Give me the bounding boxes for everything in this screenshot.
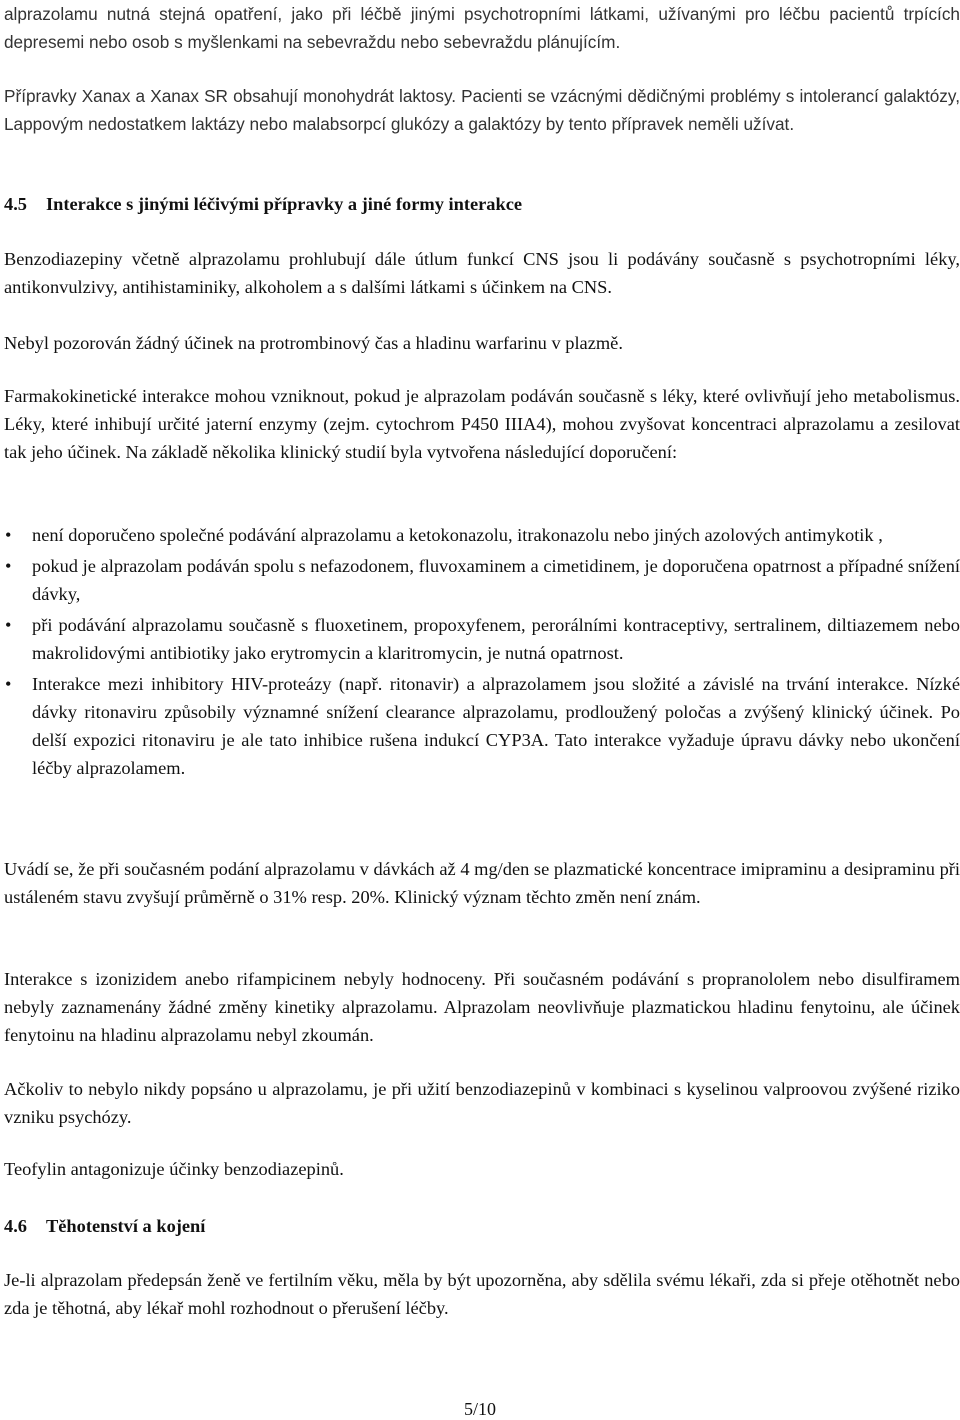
list-item xyxy=(4,670,960,783)
pharmacokinetics-paragraph: Farmakokinetické interakce mohou vzniknout, pokud je alprazolam podáván současně s léky, které ovlivňují jeho metabolismus. Léky, které inhibují určité jaterní enzymy (zejm. cytochrom P450 IIIA4), mohou zvyšovat koncentraci alprazolamu a zesilovat tak jeho účinek. Na základě několika klinický studií byla vytvořena následující doporučení: xyxy=(4,386,960,463)
list-item xyxy=(4,552,960,608)
valproate-paragraph: Ačkoliv to nebylo nikdy popsáno u alprazolamu, je při užití benzodiazepinů v kombinaci s kyselinou valproovou zvýšené riziko vzniku psychózy. xyxy=(4,1079,960,1128)
theophylline-paragraph: Teofylin antagonizuje účinky benzodiazepinů. xyxy=(4,1159,344,1179)
list-item-text: při podávání alprazolamu současně s fluoxetinem, propoxyfenem, perorálními kontraceptivy, sertralinem, diltiazemem nebo makrolidovými antibiotiky jako erytromycin a klaritromycin, je nutná opatrnost. xyxy=(32,614,960,663)
intro-paragraph: alprazolamu nutná stejná opatření, jako při léčbě jinými psychotropními látkami, užívanými pro léčbu pacientů trpících depresemi nebo osob s myšlenkami na sebevraždu nebo sebevraždu plánujícím. xyxy=(4,4,960,53)
bullet-icon: • xyxy=(5,673,12,694)
bullet-icon: • xyxy=(5,614,12,635)
list-item xyxy=(4,611,960,667)
imipramine-paragraph: Uvádí se, že při současném podání alprazolamu v dávkách až 4 mg/den se plazmatické koncentrace imipraminu a desipraminu při ustáleném stavu zvyšují průměrně o 31% resp. 20%. Klinický význam těchto změn není znám. xyxy=(4,859,960,908)
bullet-icon: • xyxy=(5,525,12,545)
section-4-6-heading xyxy=(4,1212,960,1240)
list-item-text: pokud je alprazolam podáván spolu s nefazodonem, fluvoxaminem a cimetidinem, je doporučena opatrnost a případné snížení dávky, xyxy=(32,555,960,604)
list-item-text: není doporučeno společné podávání alprazolamu a ketokonazolu, itrakonazolu nebo jiných azolových antimykotik , xyxy=(32,525,883,545)
page-number: 5/10 xyxy=(463,1399,496,1419)
warfarin-paragraph: Nebyl pozorován žádný účinek na protrombinový čas a hladinu warfarinu v plazmě. xyxy=(4,333,623,353)
pregnancy-paragraph: Je-li alprazolam předepsán ženě ve fertilním věku, měla by být upozorněna, aby sdělila svému lékaři, zda si přeje otěhotnět nebo zda je těhotná, aby lékař mohl rozhodnout o přerušení léčby. xyxy=(4,1270,960,1319)
section-title: Interakce s jinými léčivými přípravky a jiné formy interakce xyxy=(46,194,523,214)
section-title: Těhotenství a kojení xyxy=(46,1216,206,1236)
list-item xyxy=(4,521,960,549)
list-item-text: Interakce mezi inhibitory HIV-proteázy (např. ritonavir) a alprazolamem jsou složité a závislé na trvání interakce. Nízké dávky ritonaviru způsobily významné snížení clearance alprazolamu, prodloužený poločas a zvýšený klinický účinek. Po delší expozici ritonaviru je ale tato inhibice rušena indukcí CYP3A. Tato interakce vyžaduje úpravu dávky nebo ukončení léčby alprazolamem. xyxy=(32,673,960,779)
section-4-5-heading xyxy=(4,190,960,218)
cns-paragraph: Benzodiazepiny včetně alprazolamu prohlubují dále útlum funkcí CNS jsou li podávány současně s psychotropními léky, antikonvulzivy, antihistaminiky, alkoholem a s dalšími látkami s účinkem na CNS. xyxy=(4,249,960,298)
bullet-icon: • xyxy=(5,555,12,576)
lactose-paragraph: Přípravky Xanax a Xanax SR obsahují monohydrát laktosy. Pacienti se vzácnými dědičnými problémy s intolerancí galaktózy, Lappovým nedostatkem laktázy nebo malabsorpcí glukózy a galaktózy by tento přípravek neměli užívat. xyxy=(4,86,960,135)
isoniazid-paragraph: Interakce s izonizidem anebo rifampicinem nebyly hodnoceny. Při současném podávání s propranololem nebo disulfiramem nebyly zaznamenány žádné změny kinetiky alprazolamu. Alprazolam neovlivňuje plazmatickou hladinu fenytoinu, ale účinek fenytoinu na hladinu alprazolamu nebyl zkoumán. xyxy=(4,969,960,1046)
section-number: 4.5 xyxy=(4,194,27,214)
recommendations-list xyxy=(4,521,960,785)
section-number: 4.6 xyxy=(4,1216,27,1236)
